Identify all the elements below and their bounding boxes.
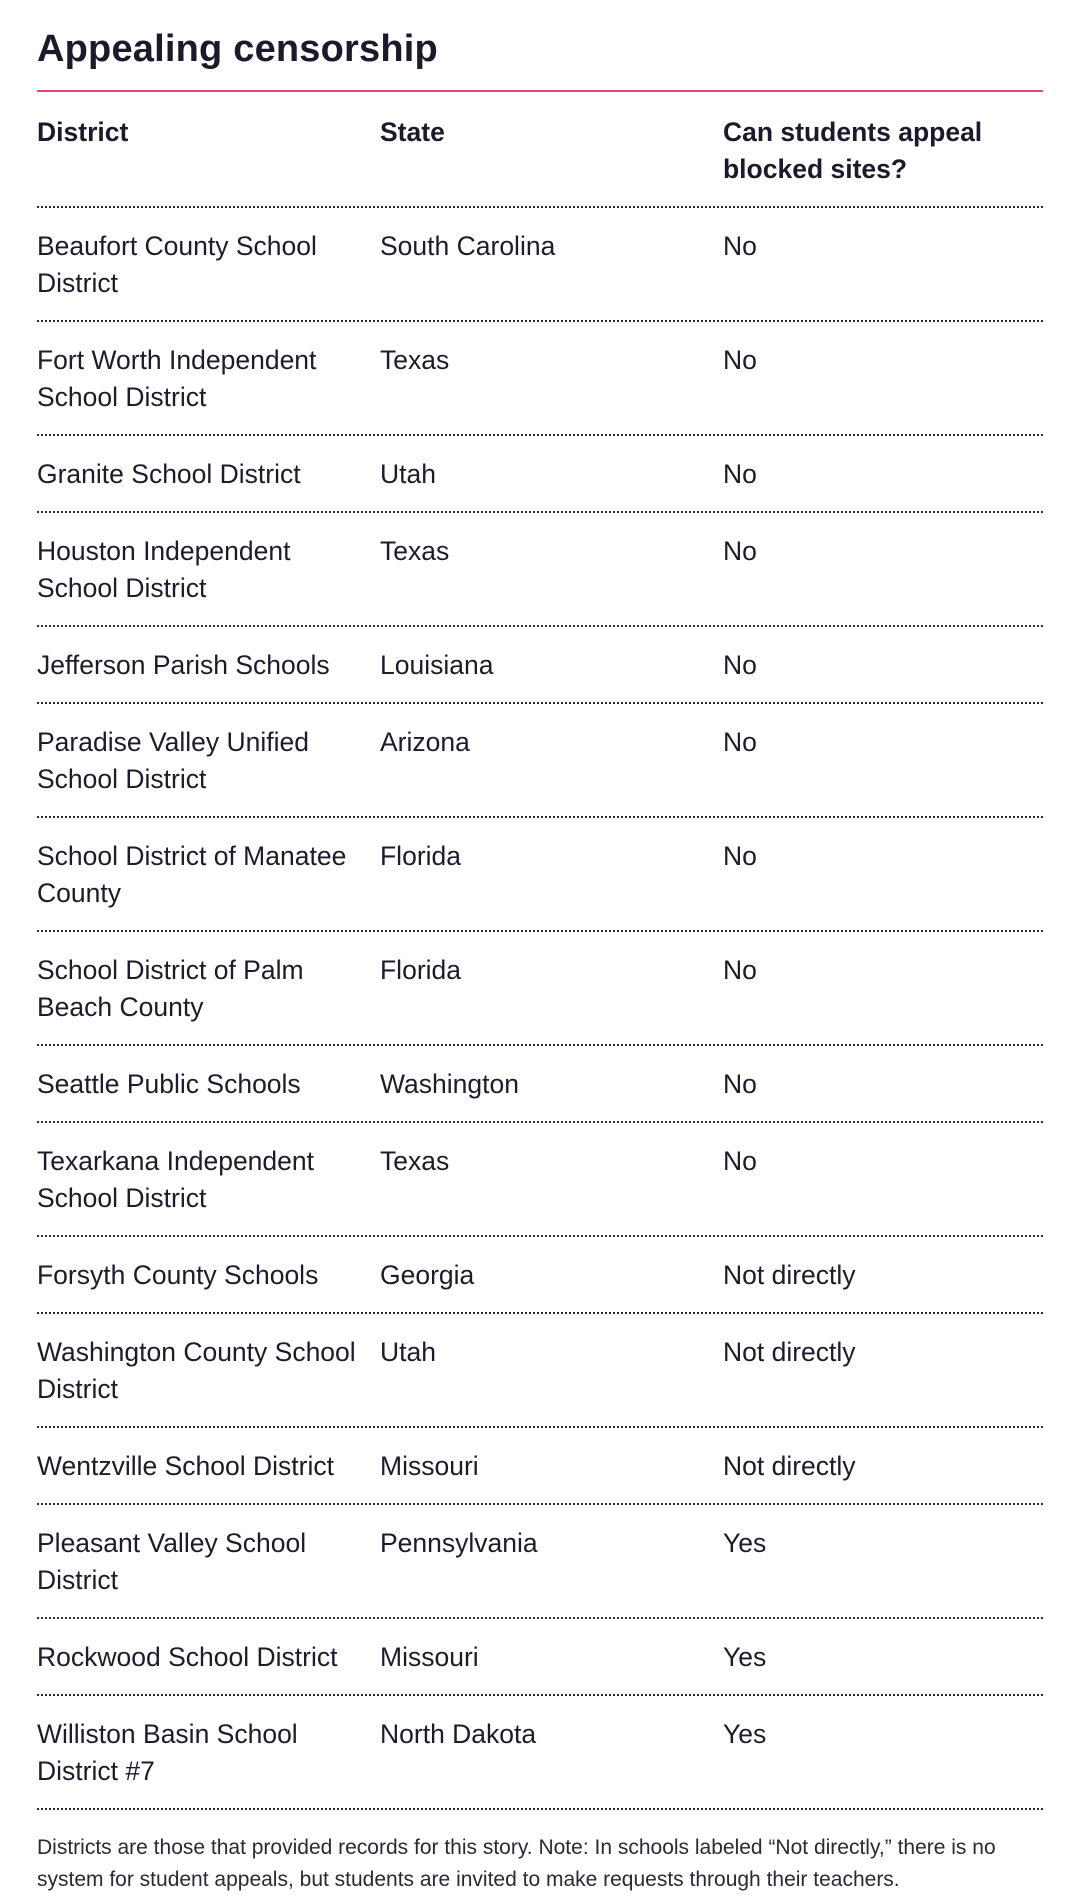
district-cell: Pleasant Valley School District: [37, 1528, 307, 1595]
district-cell: School District of Manatee County: [37, 841, 347, 908]
table-row: [37, 818, 1043, 932]
district-cell: Houston Independent School District: [37, 536, 291, 603]
district-cell: Forsyth County Schools: [37, 1260, 319, 1290]
district-cell: Paradise Valley Unified School District: [37, 727, 310, 794]
appeal-cell: No: [723, 650, 757, 680]
table-row: [37, 1505, 1043, 1619]
state-cell: Pennsylvania: [380, 1528, 538, 1558]
appeal-cell: Not directly: [723, 1337, 856, 1367]
district-cell: Fort Worth Independent School District: [37, 345, 317, 412]
column-header-state: State: [380, 117, 445, 147]
appeal-cell: No: [723, 1069, 757, 1099]
table-row: [37, 1619, 1043, 1696]
district-cell: Texarkana Independent School District: [37, 1146, 314, 1213]
appeal-cell: No: [723, 955, 757, 985]
appeal-cell: Not directly: [723, 1451, 856, 1481]
appeal-cell: Not directly: [723, 1260, 856, 1290]
district-cell: Wentzville School District: [37, 1451, 334, 1481]
appeal-cell: No: [723, 841, 757, 871]
state-cell: Florida: [380, 841, 462, 871]
page-title: Appealing censorship: [37, 28, 438, 70]
table-row: [37, 1237, 1043, 1314]
state-cell: Utah: [380, 1337, 436, 1367]
state-cell: Washington: [380, 1069, 519, 1099]
table-row: [37, 1123, 1043, 1237]
state-cell: Missouri: [380, 1451, 479, 1481]
state-cell: Texas: [380, 536, 450, 566]
appeal-cell: No: [723, 459, 757, 489]
table-row: [37, 627, 1043, 704]
state-cell: Arizona: [380, 727, 470, 757]
table-header-row: [37, 92, 1043, 208]
district-cell: School District of Palm Beach County: [37, 955, 304, 1022]
district-cell: Washington County School District: [37, 1337, 356, 1404]
appeal-cell: No: [723, 345, 757, 375]
district-cell: Granite School District: [37, 459, 301, 489]
state-cell: South Carolina: [380, 231, 556, 261]
district-cell: Jefferson Parish Schools: [37, 650, 330, 680]
table-row: [37, 436, 1043, 513]
state-cell: North Dakota: [380, 1719, 537, 1749]
column-header-district: District: [37, 117, 129, 147]
state-cell: Louisiana: [380, 650, 494, 680]
appeal-cell: No: [723, 536, 757, 566]
state-cell: Georgia: [380, 1260, 475, 1290]
district-cell: Williston Basin School District #7: [37, 1719, 298, 1786]
table-row: [37, 704, 1043, 818]
table-row: [37, 932, 1043, 1046]
district-cell: Rockwood School District: [37, 1642, 338, 1672]
table-row: [37, 513, 1043, 627]
data-table: [37, 92, 1043, 1810]
table-row: [37, 208, 1043, 322]
state-cell: Utah: [380, 459, 436, 489]
appeal-cell: No: [723, 1146, 757, 1176]
appeal-cell: Yes: [723, 1642, 767, 1672]
table-row: [37, 322, 1043, 436]
appeal-cell: Yes: [723, 1528, 767, 1558]
state-cell: Florida: [380, 955, 462, 985]
appeal-cell: No: [723, 727, 757, 757]
state-cell: Texas: [380, 1146, 450, 1176]
footnote: Districts are those that provided records for this story. Note: In schools labeled “Not directly,” there is no system for student appeals, but students are invited to make requests through their teachers.: [37, 1836, 996, 1891]
table-row: [37, 1428, 1043, 1505]
state-cell: Texas: [380, 345, 450, 375]
appeal-cell: No: [723, 231, 757, 261]
table-row: [37, 1696, 1043, 1810]
state-cell: Missouri: [380, 1642, 479, 1672]
district-cell: Beaufort County School District: [37, 231, 317, 298]
table-row: [37, 1046, 1043, 1123]
column-header-appeal: Can students appeal blocked sites?: [723, 117, 983, 184]
district-cell: Seattle Public Schools: [37, 1069, 301, 1099]
table-row: [37, 1314, 1043, 1428]
appeal-cell: Yes: [723, 1719, 767, 1749]
